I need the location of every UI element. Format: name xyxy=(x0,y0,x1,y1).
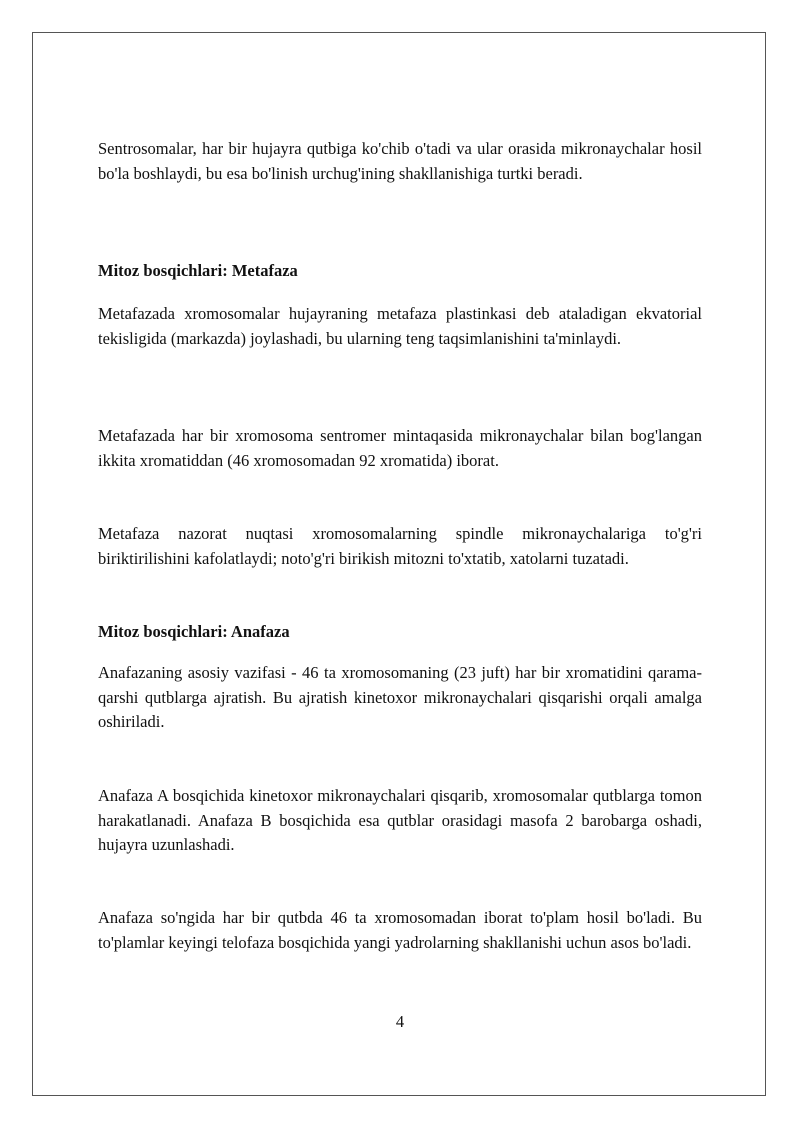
paragraph-centrosomes: Sentrosomalar, har bir hujayra qutbiga ko'chib o'tadi va ular orasida mikronaychalar hosil bo'la boshlaydi, bu esa bo'linish urchug'ining shakllanishiga turtki beradi. xyxy=(98,139,702,183)
paragraph-metaphase-plate: Metafazada xromosomalar hujayraning metafaza plastinkasi deb ataladigan ekvatorial tekisligida (markazda) joylashadi, bu ularning teng taqsimlanishini ta'minlaydi. xyxy=(98,304,702,348)
paragraph-metaphase-checkpoint: Metafaza nazorat nuqtasi xromosomalarning spindle mikronaychalariga to'g'ri biriktirilishini kafolatlaydi; noto'g'ri birikish mitozni to'xtatib, xatolarni tuzatadi. xyxy=(98,524,702,568)
page-number: 4 xyxy=(395,1012,405,1031)
paragraph-metaphase-chromatids: Metafazada har bir xromosoma sentromer mintaqasida mikronaychalar bilan bog'langan ikkita xromatiddan (46 xromosomadan 92 xromatida) iborat. xyxy=(98,426,702,470)
heading-metaphase: Mitoz bosqichlari: Metafaza xyxy=(98,261,298,280)
heading-anaphase: Mitoz bosqichlari: Anafaza xyxy=(98,622,290,641)
page-content xyxy=(98,0,702,1131)
paragraph-anaphase-end: Anafaza so'ngida har bir qutbda 46 ta xromosomadan iborat to'plam hosil bo'ladi. Bu to'plamlar keyingi telofaza bosqichida yangi yadrolarning shakllanishi uchun asos bo'ladi. xyxy=(98,908,702,952)
paragraph-anaphase-main: Anafazaning asosiy vazifasi - 46 ta xromosomaning (23 juft) har bir xromatidini qarama-qarshi qutblarga ajratish. Bu ajratish kinetoxor mikronaychalari qisqarishi orqali amalga oshiriladi. xyxy=(98,663,702,731)
paragraph-anaphase-ab: Anafaza A bosqichida kinetoxor mikronaychalari qisqarib, xromosomalar qutblarga tomon harakatlanadi. Anafaza B bosqichida esa qutblar orasidagi masofa 2 barobarga oshadi, hujayra uzunlashadi. xyxy=(98,786,702,854)
